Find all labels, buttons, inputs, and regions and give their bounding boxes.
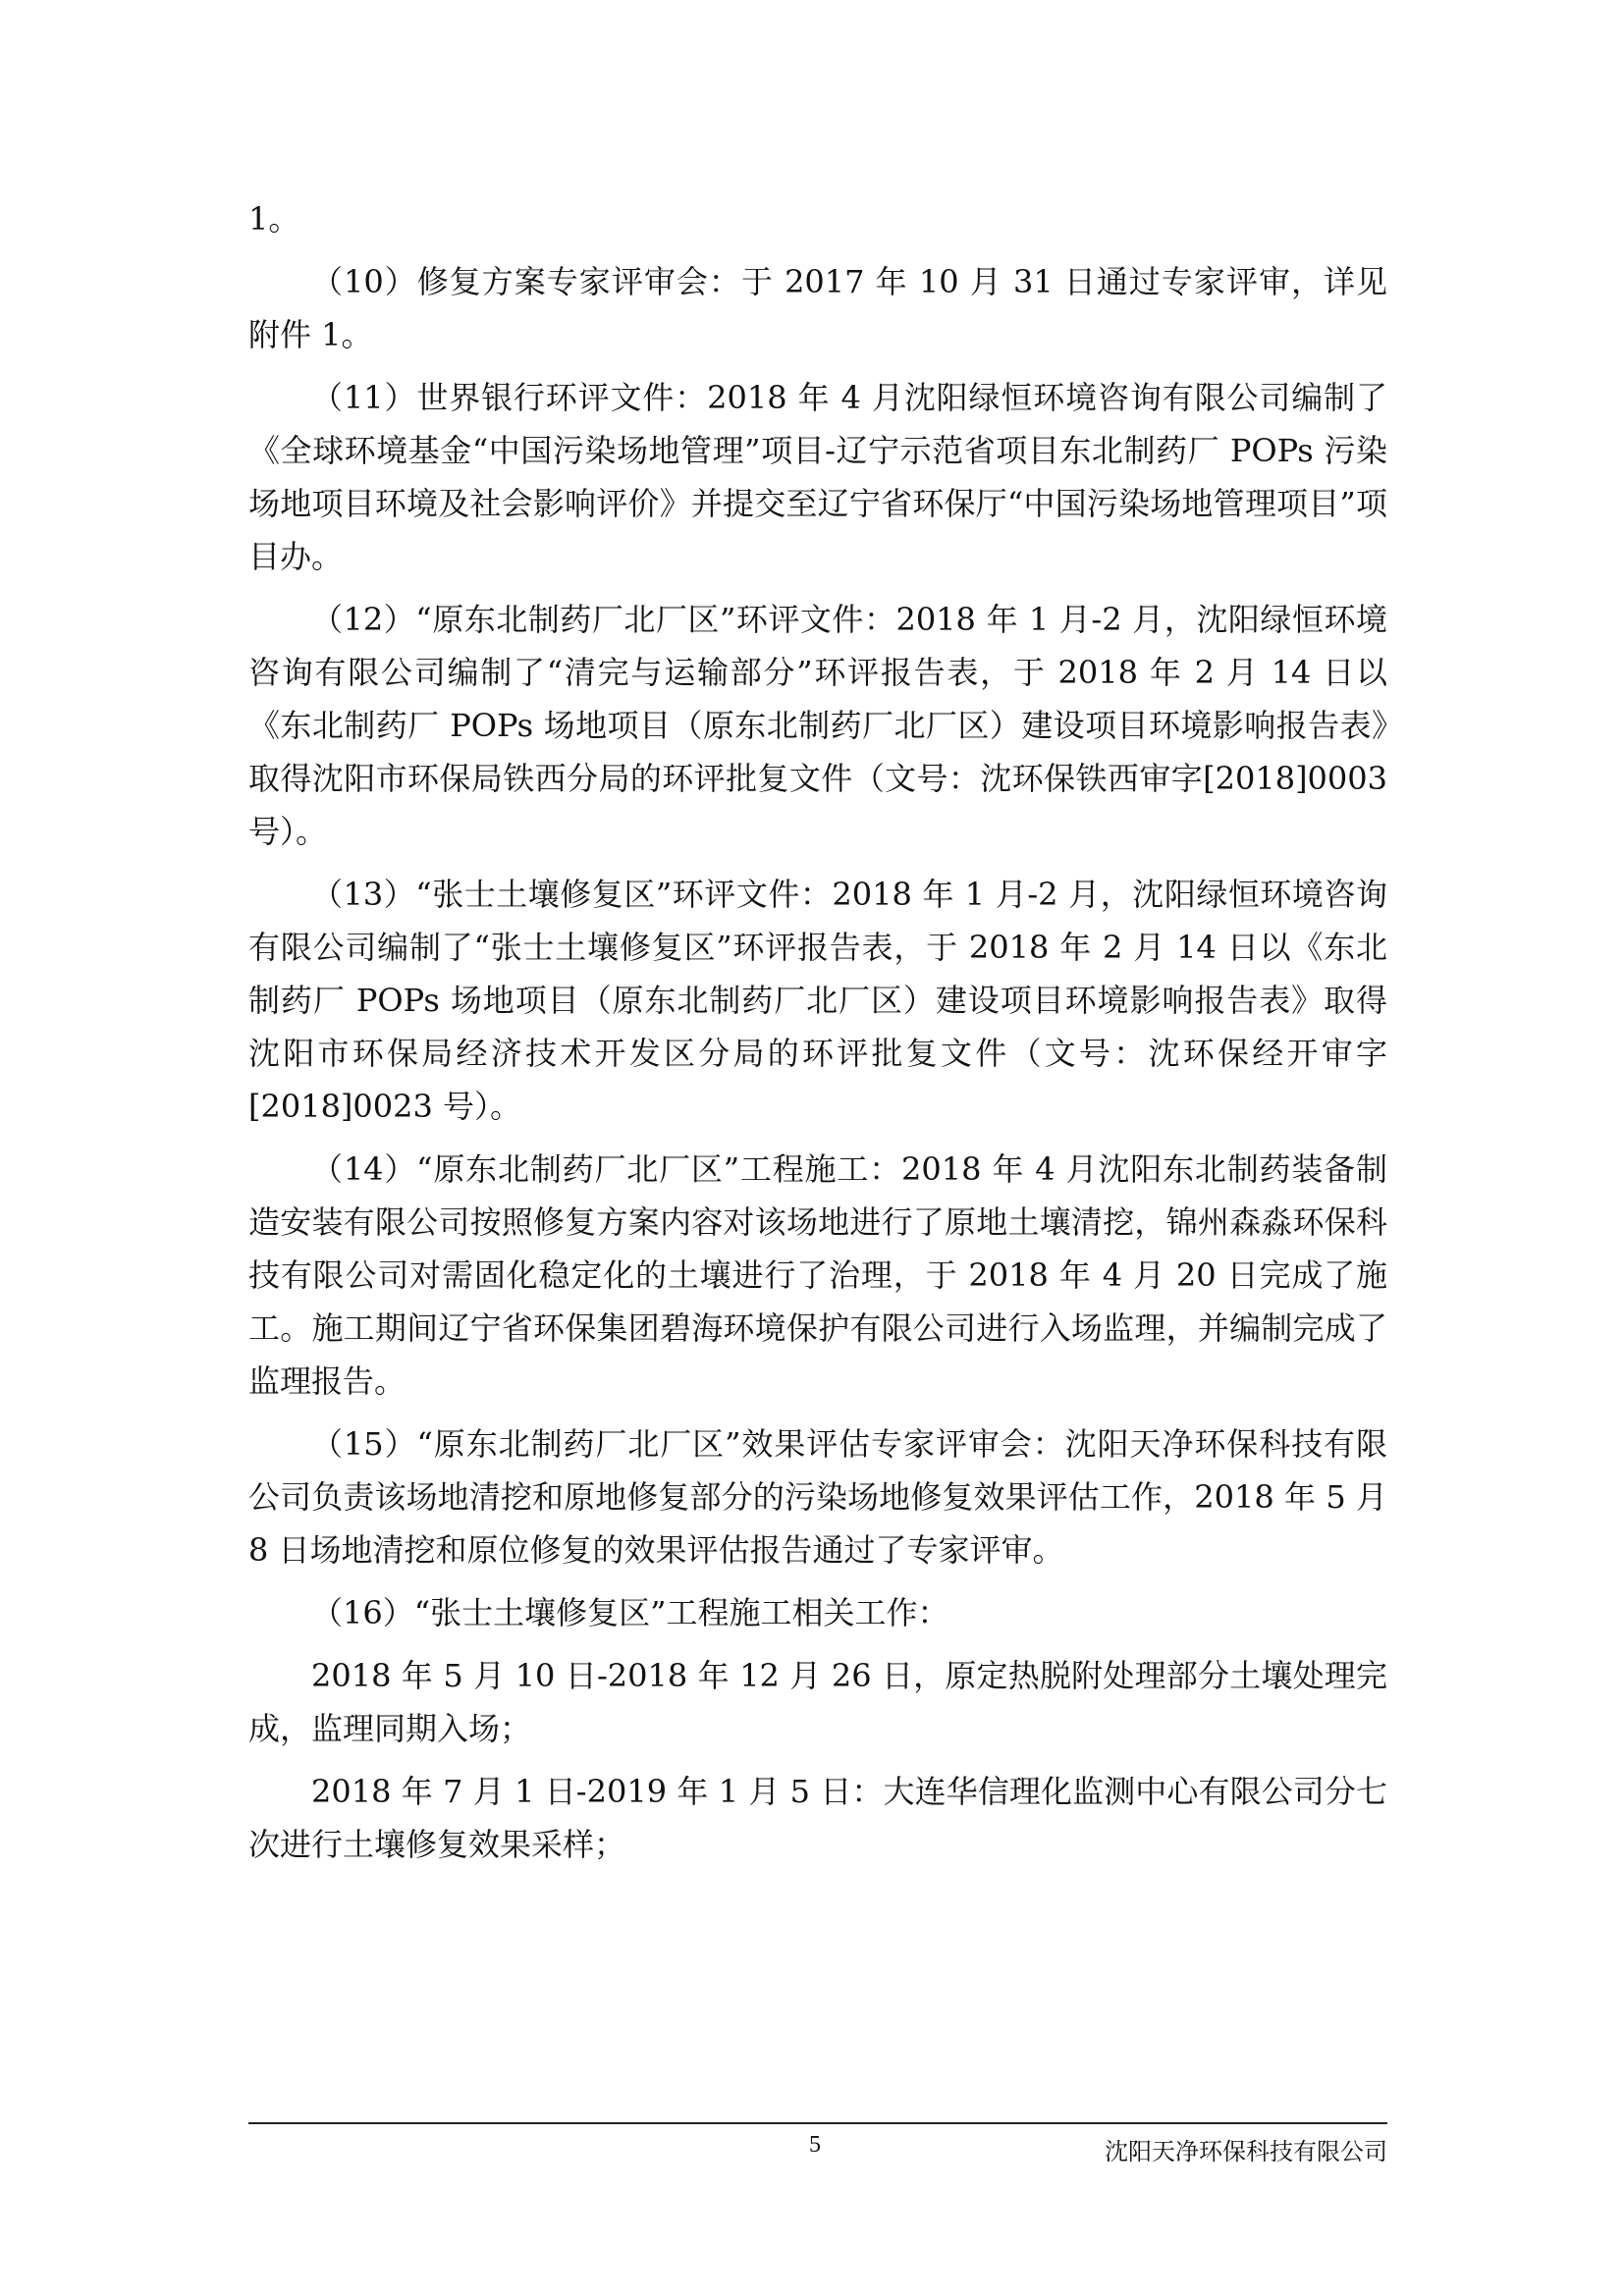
paragraph-item-10: （10）修复方案专家评审会：于 2017 年 10 月 31 日通过专家评审，详见附件 1。 [248, 263, 1387, 353]
paragraph-item-14: （14）“原东北制药厂北厂区”工程施工：2018 年 4 月沈阳东北制药装备制造安装有限公司按照修复方案内容对该场地进行了原地土壤清挖，锦州森淼环保科技有限公司对需固化稳定化的土壤进行了治理，于 2018 年 4 月 20 日完成了施工。施工期间辽宁省环保集团碧海环境保护有限公司进行入场监理，并编制完成了监理报告。 [248, 1150, 1387, 1400]
paragraph-item-16: （16）“张士土壤修复区”工程施工相关工作： [311, 1594, 949, 1631]
paragraph-continuation: 1。 [248, 200, 300, 238]
footer-company-name: 沈阳天净环保科技有限公司 [1105, 2138, 1387, 2165]
paragraph-timeline-1: 2018 年 5 月 10 日-2018 年 12 月 26 日，原定热脱附处理部分土壤处理完成，监理同期入场； [248, 1657, 1387, 1747]
paragraph-item-15: （15）“原东北制药厂北厂区”效果评估专家评审会：沈阳天净环保科技有限公司负责该场地清挖和原地修复部分的污染场地修复效果评估工作，2018 年 5 月 8 日场地清挖和原位修复的效果评估报告通过了专家评审。 [248, 1425, 1387, 1569]
paragraph-timeline-2: 2018 年 7 月 1 日-2019 年 1 月 5 日：大连华信理化监测中心有限公司分七次进行土壤修复效果采样； [248, 1773, 1387, 1863]
document-body [248, 192, 1387, 1881]
footer-divider [248, 2122, 1387, 2124]
paragraph-item-12: （12）“原东北制药厂北厂区”环评文件：2018 年 1 月-2 月，沈阳绿恒环境咨询有限公司编制了“清完与运输部分”环评报告表，于 2018 年 2 月 14 日以《东北制药厂 POPs 场地项目（原东北制药厂北厂区）建设项目环境影响报告表》取得沈阳市环保局铁西分局的环评批复文件（文号：沈环保铁西审字[2018]0003 号）。 [248, 601, 1387, 850]
page-number: 5 [809, 2132, 821, 2158]
paragraph-item-13: （13）“张士土壤修复区”环评文件：2018 年 1 月-2 月，沈阳绿恒环境咨询有限公司编制了“张士土壤修复区”环评报告表，于 2018 年 2 月 14 日以《东北制药厂 POPs 场地项目（原东北制药厂北厂区）建设项目环境影响报告表》取得沈阳市环保局经济技术开发区分局的环评批复文件（文号：沈环保经开审字[2018]0023 号）。 [248, 876, 1387, 1125]
paragraph-item-11: （11）世界银行环评文件：2018 年 4 月沈阳绿恒环境咨询有限公司编制了《全球环境基金“中国污染场地管理”项目-辽宁示范省项目东北制药厂 POPs 污染场地项目环境及社会影响评价》并提交至辽宁省环保厅“中国污染场地管理项目”项目办。 [248, 379, 1387, 575]
